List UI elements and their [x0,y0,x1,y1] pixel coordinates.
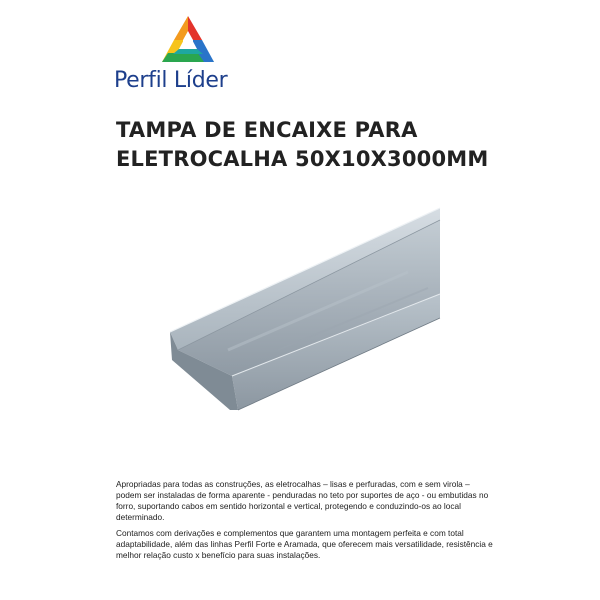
galvanized-u-channel-image [168,200,458,420]
title-line-1: TAMPA DE ENCAIXE PARA [116,118,418,142]
title-line-2: ELETROCALHA 50X10X3000MM [116,147,489,171]
product-title [116,116,556,174]
product-description [116,479,496,566]
description-paragraph-1: Apropriadas para todas as construções, as eletrocalhas – lisas e perfuradas, com e sem virola – podem ser instaladas de forma aparente - penduradas no teto por suportes de aço - ou embutidas no forro, suportando cabos em sentido horizontal e vertical, protegendo e conduzindo-os ao local determinado. [116,479,489,522]
brand-name: Perfil Líder [114,68,228,93]
triangle-logo-icon [162,16,214,62]
description-paragraph-2: Contamos com derivações e complementos que garantem uma montagem perfeita e com total adaptabilidade, além das linhas Perfil Forte e Aramada, que oferecem mais versatilidade, resistência e melhor relação custo x benefício para suas instalações. [116,528,493,560]
